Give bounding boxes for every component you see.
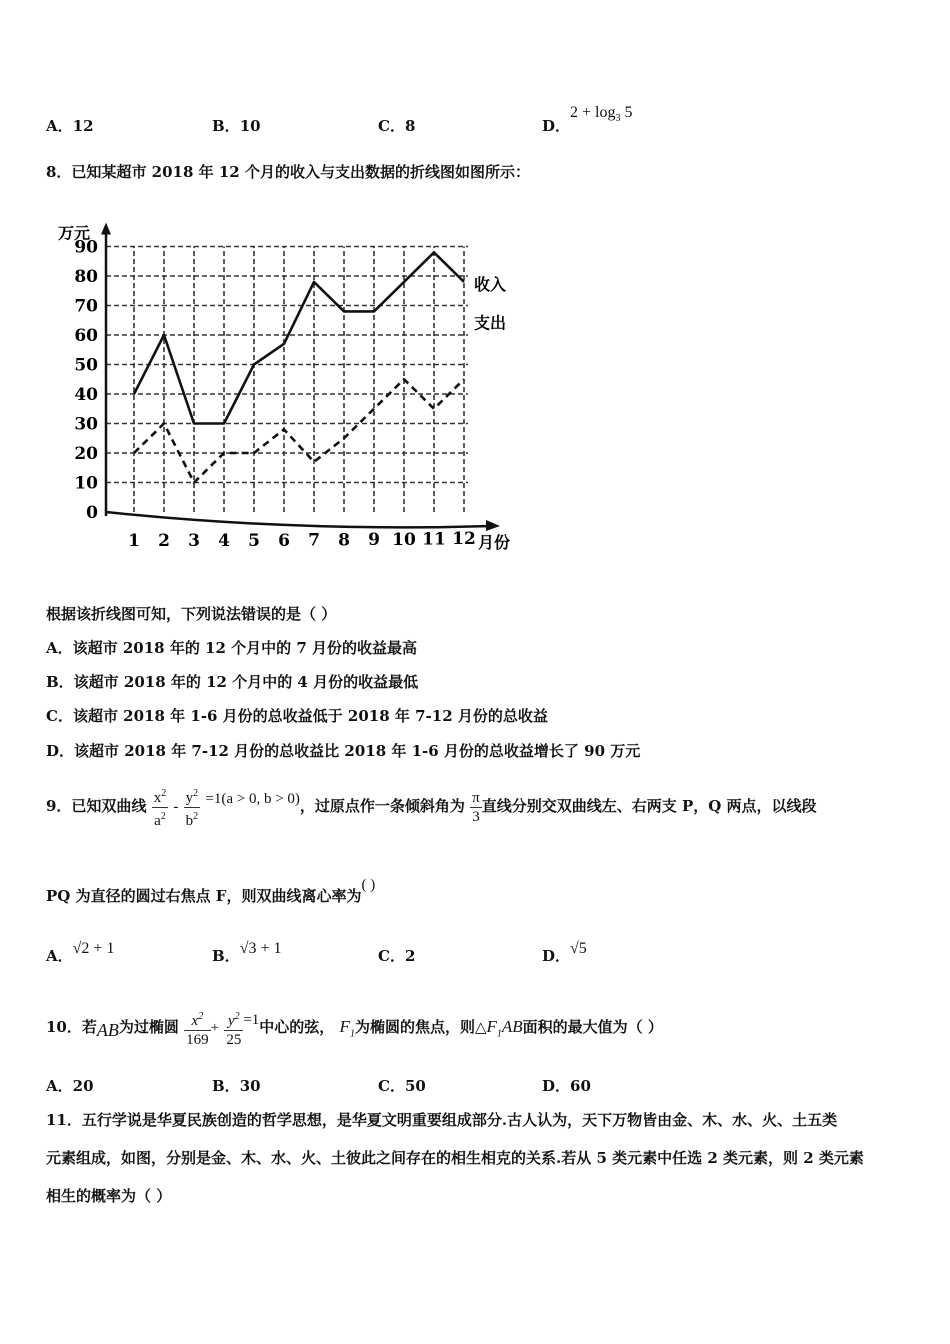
- x-axis-label: 月份: [478, 533, 511, 552]
- q7-option-c[interactable]: C．8: [378, 117, 416, 135]
- x-tick-label: 6: [278, 531, 290, 551]
- y-tick-label: 30: [74, 414, 98, 435]
- y-tick-label: 10: [74, 473, 98, 494]
- x-tick-label: 3: [188, 531, 200, 551]
- chart-series: [134, 252, 464, 482]
- y-tick-labels: [74, 238, 98, 524]
- x-tick-label: 1: [128, 531, 140, 551]
- q9-option-c[interactable]: C．2: [378, 947, 416, 965]
- y-tick-label: 20: [74, 444, 98, 464]
- chart-axes: [101, 223, 500, 532]
- y-tick-label: 80: [74, 267, 98, 287]
- x-axis: [106, 512, 492, 527]
- x-tick-label: 7: [308, 530, 320, 551]
- q8-stem: 8．已知某超市 2018 年 12 个月的收入与支出数据的折线图如图所示：: [46, 163, 530, 181]
- x-tick-label: 8: [338, 530, 350, 551]
- x-tick-label: 10: [392, 529, 416, 550]
- x-tick-label: 11: [422, 529, 446, 550]
- fraction-y2-b2: $\frac{y^2}{b^2}$: [184, 785, 201, 830]
- q11-line-1: 11．五行学说是华夏民族创造的哲学思想，是华夏文明重要组成部分.古人认为，天下万物皆由金、木、水、火、土五类: [46, 1111, 838, 1129]
- y-axis-arrow: [101, 223, 111, 235]
- q7-option-d[interactable]: D．$2 + \log_3 5$: [542, 104, 633, 135]
- x-tick-label: 5: [248, 531, 260, 551]
- q7-option-b[interactable]: B．10: [212, 117, 261, 135]
- q11-line-3: 相生的概率为（ ）: [46, 1187, 172, 1205]
- q8-option-c[interactable]: C．该超市 2018 年 1-6 月份的总收益低于 2018 年 7-12 月份的总收益: [46, 707, 548, 725]
- income-expense-chart: [48, 200, 538, 560]
- y-tick-label: 50: [74, 355, 98, 376]
- x-axis-arrow: [486, 520, 500, 531]
- series-label-expense: 支出: [474, 313, 507, 333]
- y-tick-label: 90: [74, 237, 98, 258]
- x-tick-label: 12: [452, 529, 476, 550]
- q8-question: 根据该折线图可知，下列说法错误的是（ ）: [46, 605, 337, 623]
- q9-stem: 9．已知双曲线 $\frac{x^2}{a^2}$ - $\frac{y^2}{b^2}$ =1(a > 0, b > 0)，过原点作一条倾斜角为 $\frac{\pi}{3}$ 直线分别交双曲线左、右两支 P，Q 两点，以线段: [46, 778, 817, 835]
- fraction-pi-3: $\frac{\pi}{3}$: [472, 789, 480, 825]
- q8-option-a[interactable]: A．该超市 2018 年的 12 个月中的 7 月份的收益最高: [46, 639, 418, 657]
- q10-option-a[interactable]: A．20: [46, 1077, 94, 1095]
- y-tick-label: 40: [74, 385, 98, 405]
- q8-option-d[interactable]: D．该超市 2018 年 7-12 月份的总收益比 2018 年 1-6 月份的总收益增长了 90 万元: [46, 742, 641, 760]
- fraction-x2-169: $\frac{x^2}{169}$: [184, 1008, 211, 1049]
- q11-line-2: 元素组成，如图，分别是金、木、水、火、土彼此之间存在的相生相克的关系.若从 5 类元素中任选 2 类元素，则 2 类元素: [46, 1149, 864, 1167]
- fraction-x2-a2: $\frac{x^2}{a^2}$: [152, 785, 169, 830]
- fraction-y2-25: $\frac{y^2}{25}$: [224, 1008, 243, 1049]
- x-tick-label: 2: [158, 531, 170, 551]
- q9-option-a[interactable]: A．√2 + 1: [46, 940, 115, 965]
- q8-option-b[interactable]: B．该超市 2018 年的 12 个月中的 4 月份的收益最低: [46, 673, 419, 691]
- x-tick-labels: [128, 529, 476, 551]
- y-tick-label: 0: [86, 503, 98, 523]
- series-line-income: [134, 252, 464, 423]
- q10-option-d[interactable]: D．60: [542, 1077, 591, 1095]
- q7-option-a[interactable]: A．12: [46, 117, 94, 135]
- q9-option-b[interactable]: B．√3 + 1: [212, 940, 282, 965]
- y-axis-label: 万元: [58, 223, 91, 243]
- chart-grid: [106, 247, 468, 513]
- x-tick-label: 4: [218, 531, 230, 551]
- q9-option-d[interactable]: D．√5: [542, 940, 587, 965]
- y-tick-label: 60: [74, 326, 98, 346]
- x-tick-label: 9: [368, 530, 380, 551]
- series-label-income: 收入: [474, 274, 507, 294]
- q10-option-b[interactable]: B．30: [212, 1077, 261, 1095]
- q9-line2: PQ 为直径的圆过右焦点 F，则双曲线离心率为( ): [46, 877, 376, 905]
- q10-stem: 10．若AB为过椭圆 $\frac{x^2}{169}$ + $\frac{y^2}{25}$ =1中心的弦， $F_1$为椭圆的焦点，则$\triangle F_1AB$面积的最大值为（ ）: [46, 998, 663, 1062]
- y-tick-label: 70: [74, 296, 98, 317]
- q10-option-c[interactable]: C．50: [378, 1077, 426, 1095]
